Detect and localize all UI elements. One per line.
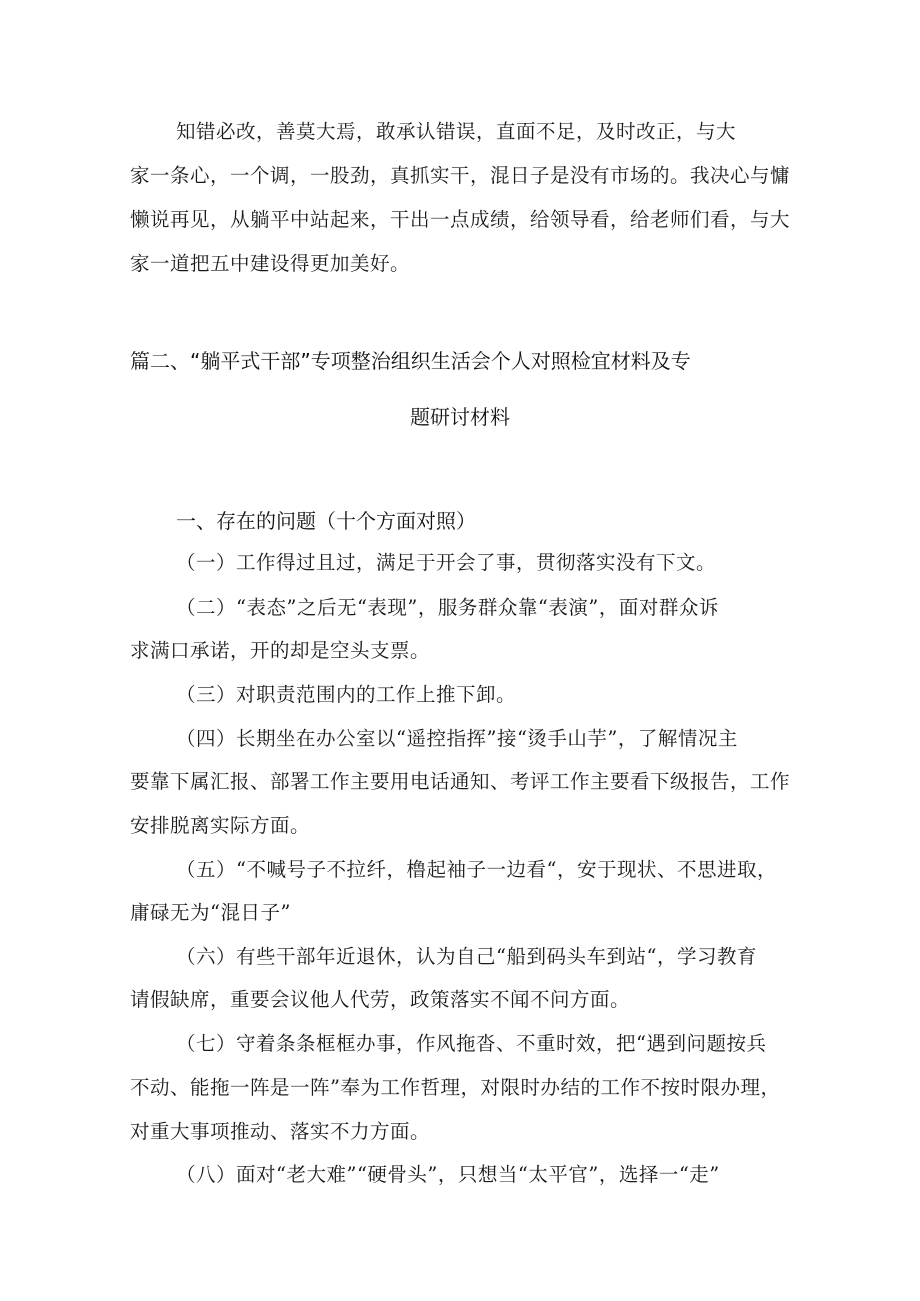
section-title-line2: 题研讨材料 xyxy=(410,405,510,429)
problem-line: （二）“表态”之后无“表现”，服务群众靠“表演”，面对群众诉 xyxy=(176,596,719,619)
intro-line: 家一条心，一个调，一股劲，真抓实干，混日子是没有市场的。我决心与慵 xyxy=(130,164,791,187)
section-title-line1: 篇二、“躺平式干部”专项整治组织生活会个人对照检宜材料及专 xyxy=(130,349,691,373)
problem-line: 安排脱离实际方面。 xyxy=(130,814,311,837)
problem-line: （六）有些干部年近退休，认为自己“船到码头车到站“，学习教育 xyxy=(176,945,757,968)
subsection-heading: 一、存在的问题（十个方面对照） xyxy=(176,509,476,533)
problem-line: （五）“不喊号子不拉纤，橹起袖子一边看“，安于现状、不思进取， xyxy=(176,858,777,881)
problem-line: （八）面对“老大难”“硬骨头”，只想当“太平官”，选择一“走” xyxy=(176,1163,720,1186)
problem-line: 不动、能拖一阵是一阵”奉为工作哲理，对限时办结的工作不按时限办理， xyxy=(130,1076,781,1099)
problem-line: 求满口承诺，开的却是空头支票。 xyxy=(130,639,431,662)
problem-line: 请假缺席，重要会议他人代劳，政策落实不闻不问方面。 xyxy=(130,988,631,1011)
problem-line: （四）长期坐在办公室以“遥控指挥”接“烫手山芋”，了解情况主 xyxy=(176,727,738,750)
intro-line: 知错必改，善莫大焉，敢承认错误，直面不足，及时改正，与大 xyxy=(176,120,737,143)
problem-line: （三）对职责范围内的工作上推下卸。 xyxy=(176,683,517,706)
problem-line: 庸碌无为“混日子” xyxy=(130,901,291,924)
intro-line: 家一道把五中建设得更加美好。 xyxy=(130,252,411,275)
problem-line: 要靠下属汇报、部署工作主要用电话通知、考评工作主要看下级报告，工作 xyxy=(130,770,791,793)
problem-line: （一）工作得过且过，满足于开会了事，贯彻落实没有下文。 xyxy=(176,551,717,574)
problem-line: （七）守着条条框框办事，作风拖沓、不重时效，把“遇到问题按兵 xyxy=(176,1032,767,1055)
problem-line: 对重大事项推动、落实不力方面。 xyxy=(130,1120,431,1143)
intro-line: 懒说再见，从躺平中站起来，干出一点成绩，给领导看，给老师们看，与大 xyxy=(130,208,791,231)
